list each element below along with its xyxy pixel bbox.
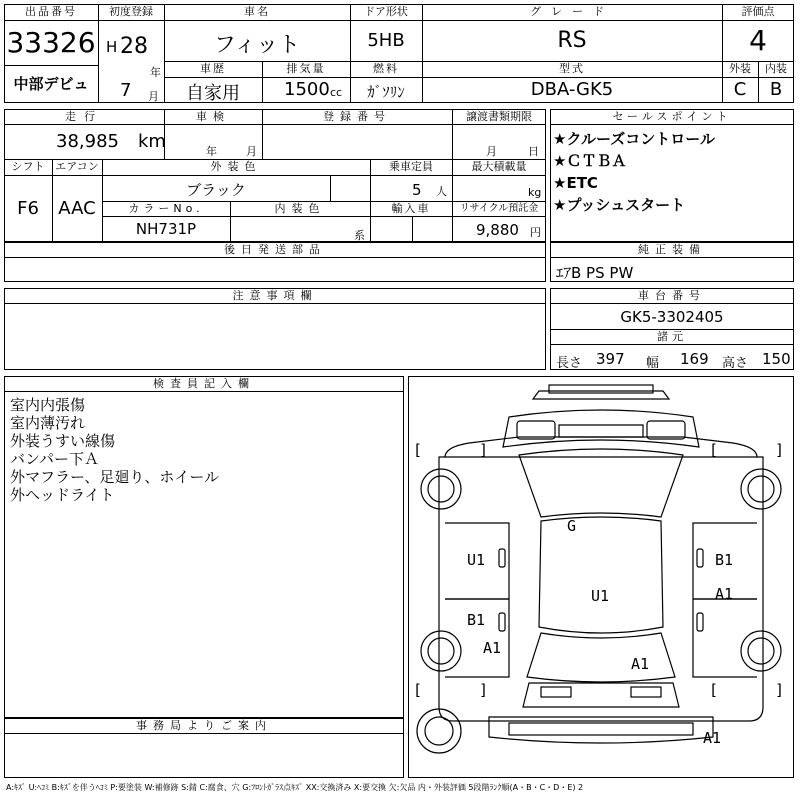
score: 4 <box>749 24 767 57</box>
transfer-day-unit: 日 <box>528 145 539 158</box>
inspector-label: 検査員記入欄 <box>153 377 255 390</box>
color-no: NH731P <box>135 220 197 238</box>
import-label: 輸入車 <box>391 202 431 215</box>
sales-point: ★ETC <box>553 174 598 192</box>
office-label: 事務局よりご案内 <box>136 719 272 732</box>
rule <box>550 344 794 345</box>
model-code: DBA-GK5 <box>530 79 614 100</box>
length-label: 長さ <box>556 356 583 371</box>
damage-diagram <box>408 376 794 778</box>
inspector-remarks <box>10 396 219 504</box>
car-name: フィット <box>213 33 301 58</box>
remark: 室内薄汚れ <box>10 414 86 432</box>
rule <box>4 175 546 176</box>
exterior-label: 外装 <box>729 62 751 75</box>
rule <box>412 216 413 242</box>
month-unit: 月 <box>148 90 159 103</box>
width-label: 幅 <box>646 356 660 371</box>
capacity: 5 <box>412 181 422 199</box>
rule <box>4 733 404 734</box>
damage-mark: A1 <box>703 729 722 747</box>
recycle-amount: 9,880 <box>476 221 519 239</box>
ext-color: ブラック <box>186 181 246 199</box>
transfer-month-unit: 月 <box>486 145 497 158</box>
height-label: 高さ <box>722 356 749 371</box>
damage-mark: B1 <box>715 551 734 569</box>
rule <box>4 20 794 21</box>
load-unit: kg <box>528 186 542 199</box>
lot-number: 33326 <box>6 26 96 59</box>
color-no-label: カラーNo. <box>128 202 204 215</box>
ac-label: エアコン <box>55 160 99 173</box>
shift: F6 <box>17 198 39 219</box>
rule <box>330 175 331 201</box>
equipment: ｴｱB PS PW <box>556 264 634 282</box>
rule <box>550 257 794 258</box>
rule <box>4 65 98 66</box>
int-color-label: 内装色 <box>274 202 326 215</box>
rule <box>550 124 794 125</box>
remark: バンパー下Ａ <box>10 450 99 468</box>
lot-label: 出品番号 <box>25 5 77 18</box>
car-outline <box>409 377 793 777</box>
rule <box>4 303 546 304</box>
fuel: ｶﾞｿﾘﾝ <box>367 83 405 101</box>
inspection-label: 車検 <box>196 110 230 123</box>
era: H <box>106 38 118 56</box>
recycle-label: リサイクル預託金 <box>459 203 539 214</box>
rule <box>4 124 546 125</box>
inspection-month-unit: 月 <box>246 145 257 158</box>
rule <box>164 77 722 78</box>
damage-mark: U1 <box>467 551 486 569</box>
door-label: ドア形状 <box>364 5 408 18</box>
capacity-label: 乗車定員 <box>389 160 433 173</box>
ext-color-label: 外装色 <box>210 160 262 173</box>
fuel-label: 燃料 <box>373 62 399 75</box>
damage-mark: A1 <box>715 585 734 603</box>
remark: 外装うすい線傷 <box>10 432 116 450</box>
displacement-label: 排気量 <box>286 62 326 75</box>
chassis-label: 車台番号 <box>638 289 706 302</box>
first-reg-label: 初度登録 <box>109 5 153 18</box>
transfer-label: 譲渡書類期限 <box>466 110 532 123</box>
bracket: [ <box>709 441 719 459</box>
mileage-unit: km <box>138 131 166 152</box>
later-parts-label: 後日発送部品 <box>224 243 326 256</box>
inspection-year-unit: 年 <box>206 145 217 158</box>
score-label: 評価点 <box>741 5 775 18</box>
sales-point: ★ＣＴＢＡ <box>553 152 627 170</box>
load-label: 最大積載量 <box>471 160 527 173</box>
year-unit: 年 <box>150 66 161 79</box>
width: 169 <box>680 350 709 368</box>
car-name-label: 車名 <box>244 5 270 18</box>
dimensions-label: 諸元 <box>657 330 687 343</box>
damage-mark: G <box>567 517 577 535</box>
grade-label: グレード <box>530 5 614 18</box>
chassis-number: GK5-3302405 <box>620 308 724 326</box>
bracket: ] <box>479 681 489 699</box>
damage-mark: A1 <box>631 655 650 673</box>
height: 150 <box>762 350 791 368</box>
ac: AAC <box>58 198 96 219</box>
bracket: [ <box>413 441 423 459</box>
length: 397 <box>596 350 625 368</box>
displacement: 1500 <box>284 79 330 100</box>
interior-grade: B <box>769 79 783 100</box>
recycle-unit: 円 <box>530 226 541 239</box>
equipment-label: 純正装備 <box>638 243 706 256</box>
reg-no-label: 登録番号 <box>323 110 391 123</box>
capacity-unit: 人 <box>436 185 447 198</box>
model-code-label: 型式 <box>559 62 585 75</box>
shift-label: シフト <box>11 160 45 173</box>
remark: 外マフラー、足廻り、ホイール <box>10 468 220 486</box>
sales-points-list <box>553 128 715 216</box>
rule <box>550 303 794 304</box>
damage-mark: U1 <box>591 587 610 605</box>
sales-points-label: セールスポイント <box>612 110 732 123</box>
damage-mark: A1 <box>483 639 502 657</box>
grade: RS <box>557 28 587 53</box>
bracket: [ <box>709 681 719 699</box>
legend: A:ｷｽﾞ U:ﾍｺﾐ B:ｷｽﾞを伴うﾍｺﾐ P:要塗装 W:補修跡 S:錆 C:腐食、穴 G:ﾌﾛﾝﾄｶﾞﾗｽ点ｷｽﾞ XX:交換済み X:要交換 欠:欠品 内・外装評価 5段階ﾗﾝｸ順(A・B・C・D・E) 2 <box>6 783 584 792</box>
mileage: 38,985 <box>56 131 119 152</box>
remark: 外ヘッドライト <box>10 486 115 504</box>
notes-label: 注意事項欄 <box>232 289 318 302</box>
venue: 中部デビュ <box>13 75 89 93</box>
bracket: [ <box>413 681 423 699</box>
history: 自家用 <box>186 83 240 104</box>
reg-year: 28 <box>120 34 148 59</box>
door-type: 5HB <box>367 30 405 51</box>
bracket: ] <box>775 441 785 459</box>
sales-point: ★クルーズコントロール <box>553 130 715 148</box>
damage-mark: B1 <box>467 611 486 629</box>
mileage-label: 走行 <box>65 110 103 123</box>
rule <box>4 257 546 258</box>
bracket: ] <box>775 681 785 699</box>
history-label: 車歴 <box>200 62 226 75</box>
bracket: ] <box>479 441 489 459</box>
int-color-unit: 系 <box>354 229 365 242</box>
exterior-grade: C <box>733 79 747 100</box>
remark: 室内内張傷 <box>10 396 86 414</box>
displacement-unit: cc <box>330 86 343 99</box>
reg-month: 7 <box>120 80 132 101</box>
sales-point: ★プッシュスタート <box>553 196 686 214</box>
rule <box>4 391 404 392</box>
interior-label: 内装 <box>765 62 787 75</box>
rule <box>102 216 546 217</box>
